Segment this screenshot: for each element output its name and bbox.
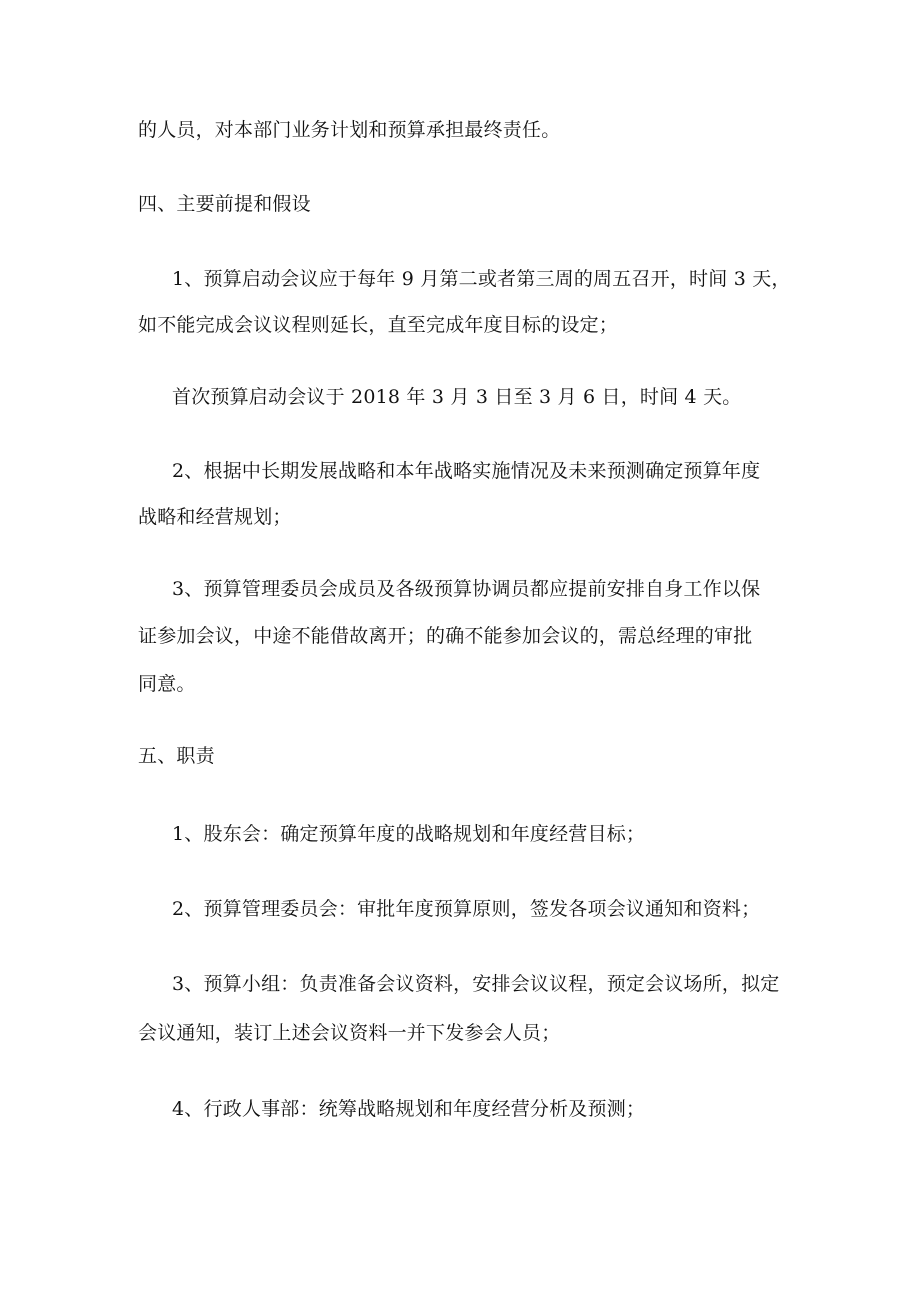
- assumption-1-line-2: 如不能完成会议议程则延长，直至完成年度目标的设定；: [138, 314, 619, 336]
- responsibility-3-line-1: 3、预算小组：负责准备会议资料，安排会议议程，预定会议场所，拟定: [172, 973, 780, 995]
- assumption-3-line-3: 同意。: [138, 673, 196, 695]
- first-meeting-note: 首次预算启动会议于 2018 年 3 月 3 日至 3 月 6 日，时间 4 天。: [172, 386, 742, 408]
- responsibility-2: 2、预算管理委员会：审批年度预算原则，签发各项会议通知和资料；: [172, 898, 761, 920]
- assumption-2-line-1: 2、根据中长期发展战略和本年战略实施情况及未来预测确定预算年度: [172, 460, 761, 482]
- paragraph-continuation-line: 的人员，对本部门业务计划和预算承担最终责任。: [138, 119, 561, 141]
- assumption-3-line-2: 证参加会议，中途不能借故离开；的确不能参加会议的，需总经理的审批: [138, 625, 753, 647]
- section-heading-assumptions: 四、主要前提和假设: [138, 193, 311, 215]
- responsibility-4: 4、行政人事部：统筹战略规划和年度经营分析及预测；: [172, 1098, 646, 1120]
- assumption-1-line-1: 1、预算启动会议应于每年 9 月第二或者第三周的周五召开，时间 3 天，: [172, 268, 791, 290]
- assumption-2-line-2: 战略和经营规划；: [138, 506, 292, 528]
- assumption-3-line-1: 3、预算管理委员会成员及各级预算协调员都应提前安排自身工作以保: [172, 578, 761, 600]
- responsibility-1: 1、股东会：确定预算年度的战略规划和年度经营目标；: [172, 823, 646, 845]
- responsibility-3-line-2: 会议通知，装订上述会议资料一并下发参会人员；: [138, 1022, 561, 1044]
- section-heading-responsibilities: 五、职责: [138, 745, 215, 767]
